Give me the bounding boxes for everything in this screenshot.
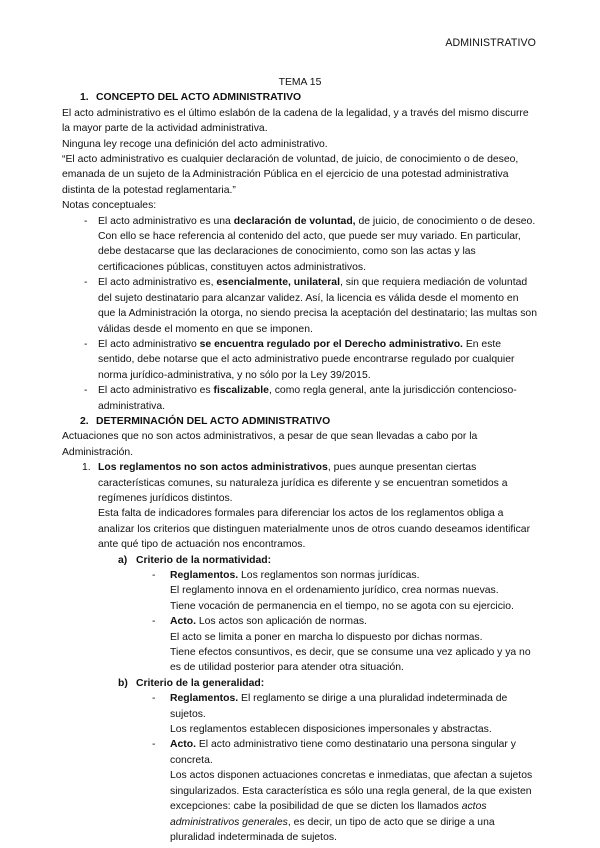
list-item: - Reglamentos. Los reglamentos son normas jurídicas. El reglamento innova en el ordenamiento jurídico, crea normas nuevas. Tiene vocación de permanencia en el tiempo, no se agota con su ejercicio. [152,570,514,612]
document-body [62,75,538,845]
page-header: ADMINISTRATIVO [445,37,536,49]
definition-quote: “El acto administrativo es cualquier declaración de voluntad, de juicio, de conocimiento o de deseo, emanada de un sujeto de la Administración Pública en el ejercicio de una potestad administrativa distinta de la potestad reglamentaria.” [62,154,519,196]
criterion-b-heading: b) Criterio de la generalidad: [118,677,265,689]
dash-marker: - [152,616,156,628]
dash-marker: - [152,693,156,705]
item-number: 1. [82,462,91,474]
paragraph: Actuaciones que no son actos administrativos, a pesar de que sean llevadas a cabo por la Administración. [62,431,478,458]
list-item: - El acto administrativo es fiscalizable, como regla general, ante la jurisdicción contencioso-administrativa. [84,385,517,412]
paragraph: Ninguna ley recoge una definición del acto administrativo. [62,138,328,150]
topic-title: TEMA 15 [278,77,322,88]
dash-marker: - [84,277,88,289]
criterion-a-heading: a) Criterio de la normatividad: [118,554,272,566]
dash-marker: - [152,739,156,751]
list-item: - Reglamentos. El reglamento se dirige a una pluralidad indeterminada de sujetos. Los reglamentos establecen disposiciones impersonales y abstractas. [152,693,508,736]
dash-marker: - [84,385,88,397]
dash-marker: - [84,338,88,350]
dash-marker: - [152,570,156,581]
list-item: - El acto administrativo se encuentra regulado por el Derecho administrativo. En este sentido, debe notarse que el acto administrativo puede encontrarse regulado por cualquier norma jurídico-administrativa, y no sólo por la Ley 39/2015. [84,338,515,381]
list-item: - El acto administrativo es, esencialmente, unilateral, sin que requiera mediación de voluntad del sujeto destinatario para alcanzar validez. Así, la licencia es válida desde el momento en que la Administración la otorga, no siendo precisa la aceptación del destinatario; las multas son válidas desde el momento en que se imponen. [84,277,537,335]
section-2-heading: 2. DETERMINACIÓN DEL ACTO ADMINISTRATIVO [80,415,331,427]
numbered-item: 1. Los reglamentos no son actos administrativos, pues aunque presentan ciertas características comunes, su naturaleza jurídica es diferente y se encuentran sometidos a regímenes jurídicos distintos. Esta falta de indicadores formales para diferenciar los actos de los reglamentos obliga a analizar los criterios que distinguen materialmente unos de otros cuando deseamos identificar ante qué tipo de actuación nos encontramos. [82,462,531,551]
paragraph: El acto administrativo es el último eslabón de la cadena de la legalidad, y a través del mismo discurre la mayor parte de la actividad administrativa. [62,107,529,135]
notes-label: Notas conceptuales: [62,200,157,212]
dash-marker: - [84,215,88,227]
list-item: - Acto. Los actos son aplicación de normas. El acto se limita a poner en marcha lo dispuesto por dichas normas. Tiene efectos consuntivos, es decir, que se consume una vez aplicado y ya no es de utilidad posterior para atender otra situación. [152,616,531,674]
section-1-heading: 1. CONCEPTO DEL ACTO ADMINISTRATIVO [80,92,302,104]
list-item: - Acto. El acto administrativo tiene como destinatario una persona singular y concreta. Los actos disponen actuaciones concretas e inmediatas, que afectan a sujetos singularizados. Esta característica es sólo una regla general, de la que existen excepciones: cabe la posibilidad de que se dicten los llamados actos administrativos generales, es decir, un tipo de acto que se dirige a una pluralidad indeterminada de sujetos. [152,739,533,843]
list-item: - El acto administrativo es una declaración de voluntad, de juicio, de conocimiento o de deseo. Con ello se hace referencia al contenido del acto, que puede ser muy variado. En particular, debe destacarse que las declaraciones de conocimiento, como son las actas y las certificaciones públicas, constituyen actos administrativos. [84,215,536,273]
